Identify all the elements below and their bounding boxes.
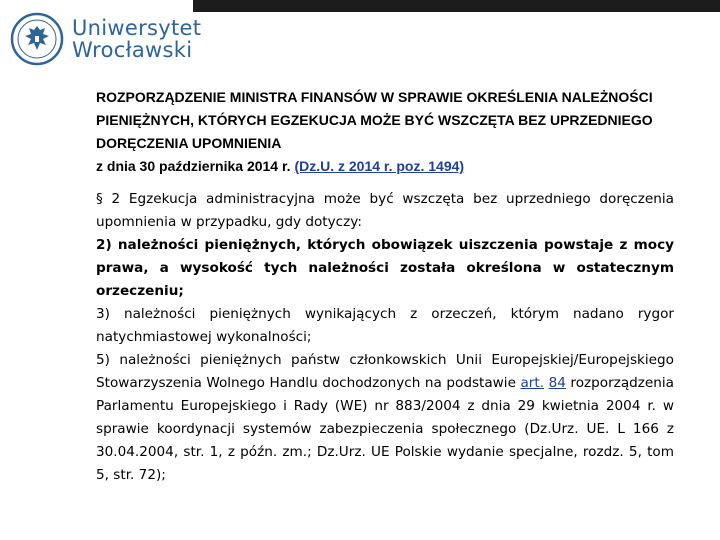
eagle-crest-icon	[10, 12, 64, 66]
item5-text-end: rozporządzenia Parlamentu Europejskiego i Rady (WE) nr 883/2004 z dnia 29 kwietnia 2004 r. w sprawie koordynacji systemów zabezpieczenia społecznego (Dz.Urz. UE. L 166 z 30.04.2004, str. 1, z późn. zm.; Dz.Urz. UE Polskie wydanie specjalne, rozdz. 5, tom 5, str. 72);	[96, 375, 675, 483]
article-number-link[interactable]: 84	[548, 375, 566, 391]
document-date	[96, 155, 674, 178]
logo-line-2: Wrocławski	[72, 38, 193, 62]
logo-wordmark	[72, 17, 201, 61]
list-item-3: 3) należności pieniężnych wynikających z orzeczeń, którym nadano rygor natychmiastowej wykonalności;	[96, 306, 674, 345]
item5-text-start: 5) należności pieniężnych państw członkowskich Unii Europejskiej/Europejskiego Stowarzyszenia Wolnego Handlu dochodzonych na podstawie	[96, 352, 674, 391]
university-logo	[10, 12, 202, 66]
document-content	[96, 86, 674, 487]
list-item-5	[96, 349, 674, 487]
journal-reference-link[interactable]: (Dz.U. z 2014 r. poz. 1494)	[294, 158, 465, 174]
logo-line-1: Uniwersytet	[72, 16, 202, 40]
paragraph-intro: § 2 Egzekucja administracyjna może być wszczęta bez uprzedniego doręczenia upomnienia w przypadku, gdy dotyczy:	[96, 191, 674, 230]
list-item-2: 2) należności pieniężnych, których obowiązek uiszczenia powstaje z mocy prawa, a wysokość tych należności została określona w ostatecznym orzeczeniu;	[96, 237, 674, 299]
document-title: ROZPORZĄDZENIE MINISTRA FINANSÓW W SPRAWIE OKREŚLENIA NALEŻNOŚCI PIENIĘŻNYCH, KTÓRYCH EGZEKUCJA MOŻE BYĆ WSZCZĘTA BEZ UPRZEDNIEGO DORĘCZENIA UPOMNIENIA	[96, 89, 653, 151]
date-text: z dnia 30 października 2014 r.	[96, 158, 295, 174]
document-body	[96, 188, 674, 487]
top-bar	[193, 0, 720, 12]
article-link[interactable]: art.	[520, 375, 545, 391]
